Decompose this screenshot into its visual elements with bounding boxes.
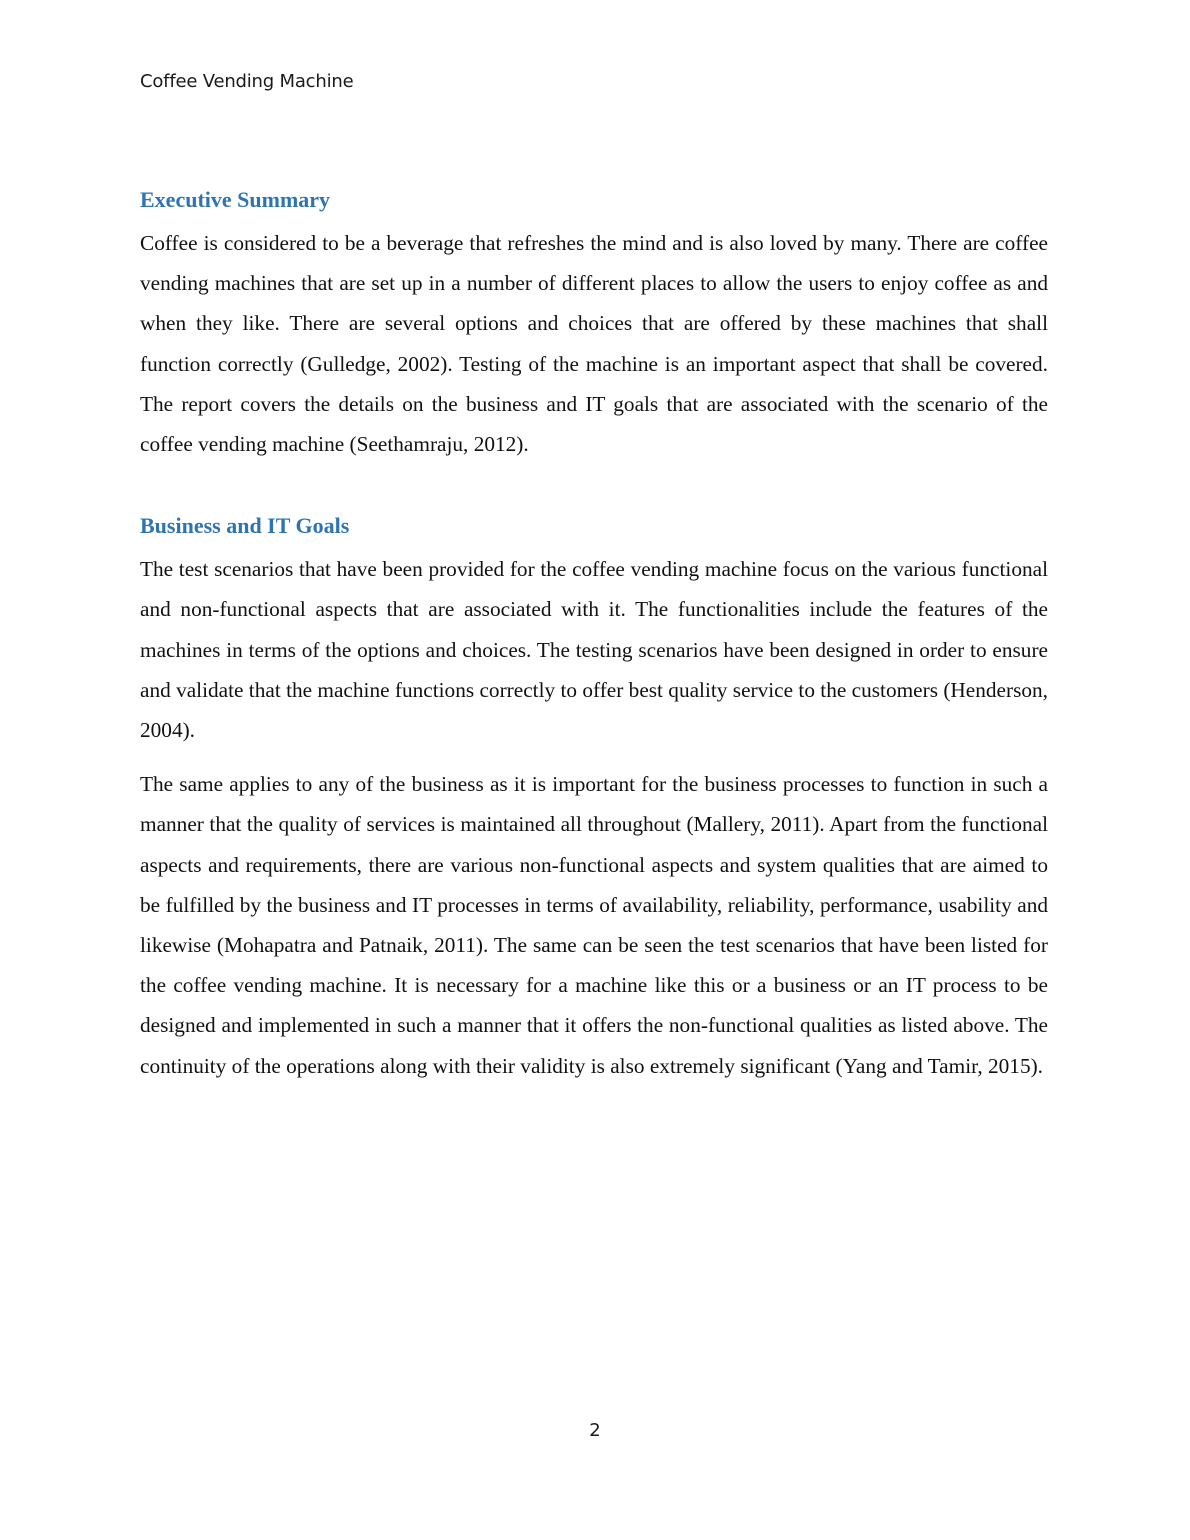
document-body [140,184,1048,1086]
section-executive-summary [140,184,1048,464]
body-paragraph: The test scenarios that have been provided for the coffee vending machine focus on the various functional and non-functional aspects that are associated with it. The functionalities include the features of the machines in terms of the options and choices. The testing scenarios have been designed in order to ensure and validate that the machine functions correctly to offer best quality service to the customers (Henderson, 2004). [140,557,1048,743]
body-paragraph: The same applies to any of the business as it is important for the business processes to function in such a manner that the quality of services is maintained all throughout (Mallery, 2011). Apart from the functional aspects and requirements, there are various non-functional aspects and system qualities that are aimed to be fulfilled by the business and IT processes in terms of availability, reliability, performance, usability and likewise (Mohapatra and Patnaik, 2011). The same can be seen the test scenarios that have been listed for the coffee vending machine. It is necessary for a machine like this or a business or an IT process to be designed and implemented in such a manner that it offers the non-functional qualities as listed above. The continuity of the operations along with their validity is also extremely significant (Yang and Tamir, 2015). [140,772,1048,1078]
section-heading: Executive Summary [140,187,331,212]
section-business-it-goals [140,510,1048,1086]
section-heading: Business and IT Goals [140,513,350,539]
running-header: Coffee Vending Machine [140,71,354,92]
body-paragraph: Coffee is considered to be a beverage that refreshes the mind and is also loved by many. There are coffee vending machines that are set up in a number of different places to allow the users to enjoy coffee as and when they like. There are several options and choices that are offered by these machines that shall function correctly (Gulledge, 2002). Testing of the machine is an important aspect that shall be covered. The report covers the details on the business and IT goals that are associated with the scenario of the coffee vending machine (Seethamraju, 2012). [140,231,1048,457]
page-number: 2 [589,1420,601,1441]
